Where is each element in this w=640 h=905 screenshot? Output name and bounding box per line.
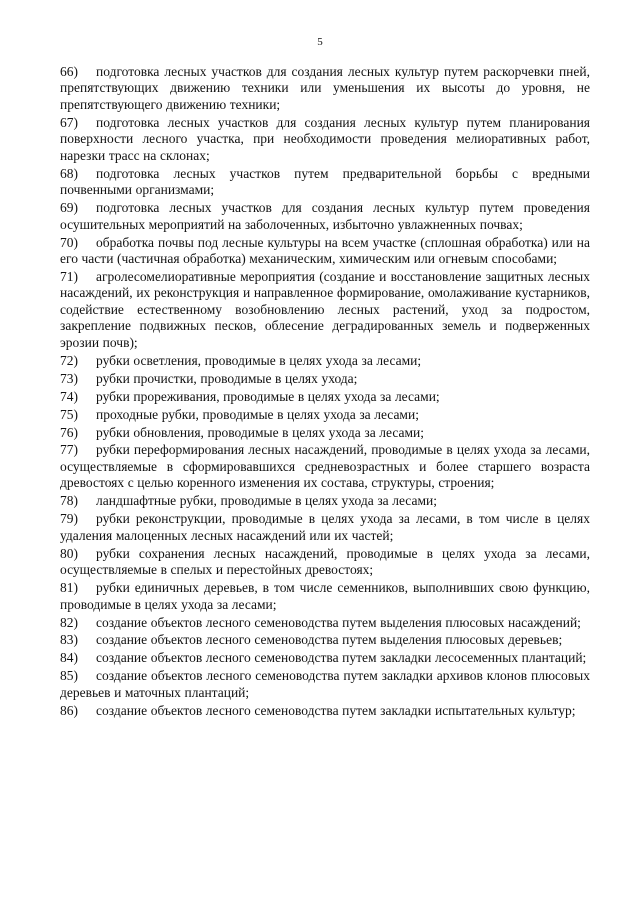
item-number: 71) xyxy=(60,268,78,284)
item-text: рубки переформирования лесных насаждений, проводимые в целях ухода за лесами, осуществляемые в сформировавшихся средневозрастных и более старшего возраста древостоях с целью коренного изменения их состава, структуры, строения; xyxy=(60,442,590,491)
item-number: 75) xyxy=(60,406,78,422)
item-list xyxy=(60,64,590,721)
list-item xyxy=(60,353,590,369)
item-number: 78) xyxy=(60,493,78,509)
list-item xyxy=(60,407,590,423)
list-item xyxy=(60,269,590,351)
item-number: 80) xyxy=(60,545,78,561)
item-number: 69) xyxy=(60,200,78,216)
item-number: 86) xyxy=(60,702,78,718)
item-number: 76) xyxy=(60,424,78,440)
item-number: 68) xyxy=(60,165,78,181)
item-number: 73) xyxy=(60,370,78,386)
item-number: 66) xyxy=(60,64,78,79)
item-text: рубки единичных деревьев, в том числе семенников, выполнивших свою функцию, проводимые в целях ухода за лесами; xyxy=(60,580,590,612)
item-text: создание объектов лесного семеноводства путем закладки архивов клонов плюсовых деревьев и маточных плантаций; xyxy=(60,668,590,700)
item-text: рубки реконструкции, проводимые в целях ухода за лесами, в том числе в целях удаления малоценных лесных насаждений или их частей; xyxy=(60,511,590,543)
item-number: 85) xyxy=(60,668,78,684)
list-item xyxy=(60,668,590,701)
item-text: рубки осветления, проводимые в целях ухода за лесами; xyxy=(96,352,422,368)
list-item xyxy=(60,703,590,719)
item-number: 82) xyxy=(60,614,78,630)
item-number: 67) xyxy=(60,114,78,130)
list-item xyxy=(60,650,590,666)
item-number: 72) xyxy=(60,352,78,368)
list-item xyxy=(60,64,590,113)
list-item xyxy=(60,511,590,544)
list-item xyxy=(60,166,590,199)
item-text: рубки сохранения лесных насаждений, проводимые в целях ухода за лесами, осуществляемые в спелых и перестойных древостоях; xyxy=(60,545,590,578)
item-number: 81) xyxy=(60,580,78,596)
item-text: проходные рубки, проводимые в целях ухода за лесами; xyxy=(96,406,419,422)
page-number: 5 xyxy=(317,36,323,48)
item-text: подготовка лесных участков для создания лесных культур путем проведения осушительных мероприятий на заболоченных, избыточно увлажненных почвах; xyxy=(60,200,590,232)
item-text: создание объектов лесного семеноводства путем закладки лесосеменных плантаций; xyxy=(96,650,587,666)
item-text: обработка почвы под лесные культуры на всем участке (сплошная обработка) или на его части (частичная обработка) механическим, химическим или огневым способами; xyxy=(60,234,590,266)
item-text: агролесомелиоративные мероприятия (создание и восстановление защитных лесных насаждений, их реконструкция и направленное формирование, омолаживание кустарников, содействие естественному возобновлению лесных растений, уход за подростом, закрепление подвижных песков, облесение деградированных земель и подверженных эрозии почв); xyxy=(60,268,590,350)
list-item xyxy=(60,371,590,387)
item-number: 74) xyxy=(60,388,78,404)
list-item xyxy=(60,425,590,441)
list-item xyxy=(60,632,590,648)
list-item xyxy=(60,115,590,164)
item-text: рубки прореживания, проводимые в целях ухода за лесами; xyxy=(96,388,440,404)
item-number: 77) xyxy=(60,442,78,458)
list-item xyxy=(60,580,590,613)
item-text: ландшафтные рубки, проводимые в целях ухода за лесами; xyxy=(96,493,437,509)
list-item xyxy=(60,493,590,509)
list-item xyxy=(60,546,590,579)
item-text: создание объектов лесного семеноводства путем выделения плюсовых насаждений; xyxy=(96,614,581,630)
list-item xyxy=(60,200,590,233)
list-item xyxy=(60,389,590,405)
item-text: рубки прочистки, проводимые в целях ухода; xyxy=(96,370,358,386)
item-text: создание объектов лесного семеноводства путем закладки испытательных культур; xyxy=(96,702,576,718)
list-item xyxy=(60,442,590,491)
item-number: 70) xyxy=(60,234,78,250)
item-number: 84) xyxy=(60,650,78,666)
item-text: рубки обновления, проводимые в целях ухода за лесами; xyxy=(96,424,424,440)
item-number: 83) xyxy=(60,632,78,648)
list-item xyxy=(60,615,590,631)
item-text: подготовка лесных участков для создания лесных культур путем раскорчевки пней, препятствующих движению техники или уменьшения их высоты до уровня, не препятствующего движению техники; xyxy=(60,64,590,112)
item-text: подготовка лесных участков для создания лесных культур путем планирования поверхности лесного участка, при необходимости проведения мелиоративных работ, нарезки трасс на склонах; xyxy=(60,114,590,163)
item-text: создание объектов лесного семеноводства путем выделения плюсовых деревьев; xyxy=(96,632,563,648)
list-item xyxy=(60,235,590,268)
item-text: подготовка лесных участков путем предварительной борьбы с вредными почвенными организмами; xyxy=(60,165,590,198)
item-number: 79) xyxy=(60,511,78,527)
